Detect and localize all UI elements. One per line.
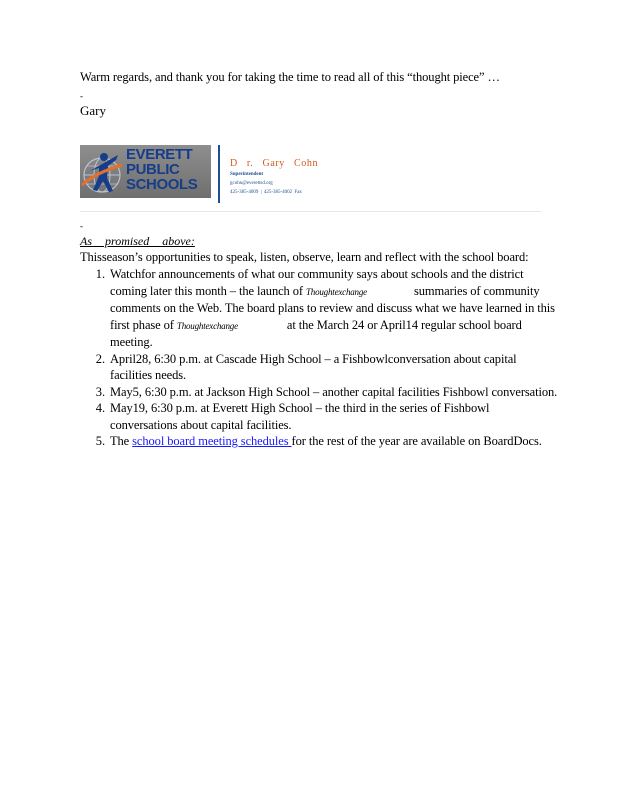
signature-title: Superintendent [230,172,264,177]
district-logo [80,145,211,198]
logo-wordmark: EVERETT PUBLIC SCHOOLS [126,146,198,193]
email-signature [80,145,540,203]
dash-marker: - [80,91,83,101]
signature-divider [218,145,220,203]
schedules-link[interactable]: school board meeting schedules [132,434,292,448]
signature-full-name: D r. Gary Cohn [230,158,319,169]
thoughtexchange-term: Thoughtexchange [176,320,238,331]
opportunities-list [80,266,558,450]
signature-rule [80,211,541,212]
signature-phone: 425-385-4009 | 425-385-4002 Fax [230,190,302,195]
list-item: 4. May19, 6:30 p.m. at Everett High School – the third in the series of Fishbowl conversations about capital facilities. [108,400,558,433]
closing-line: Warm regards, and thank you for taking the time to read all of this “thought piece” … [80,70,500,84]
signature-email[interactable]: gcohn@everettsd.org [230,181,273,186]
list-item: 3. May5, 6:30 p.m. at Jackson High School – another capital facilities Fishbowl conversation. [108,384,558,401]
intro-line: Thisseason’s opportunities to speak, listen, observe, learn and reflect with the school board: [80,250,529,264]
section-heading: As promised above: [80,234,195,248]
list-item: 2. April28, 6:30 p.m. at Cascade High School – a Fishbowlconversation about capital facilities needs. [108,351,558,384]
dash-marker: - [80,221,83,231]
list-item: 1. Watchfor announcements of what our community says about schools and the district coming later this month – the launch of Thoughtexchange summaries of community comments on the Web. The board plans to review and discuss what we have learned in this first phase of Thoughtexchange at the March 24 or April14 regular school board meeting. [108,266,558,351]
list-item: 5. The school board meeting schedules for the rest of the year are available on BoardDocs. [108,433,558,450]
thoughtexchange-term: Thoughtexchange [305,286,367,297]
signature-name: Gary [80,103,106,118]
